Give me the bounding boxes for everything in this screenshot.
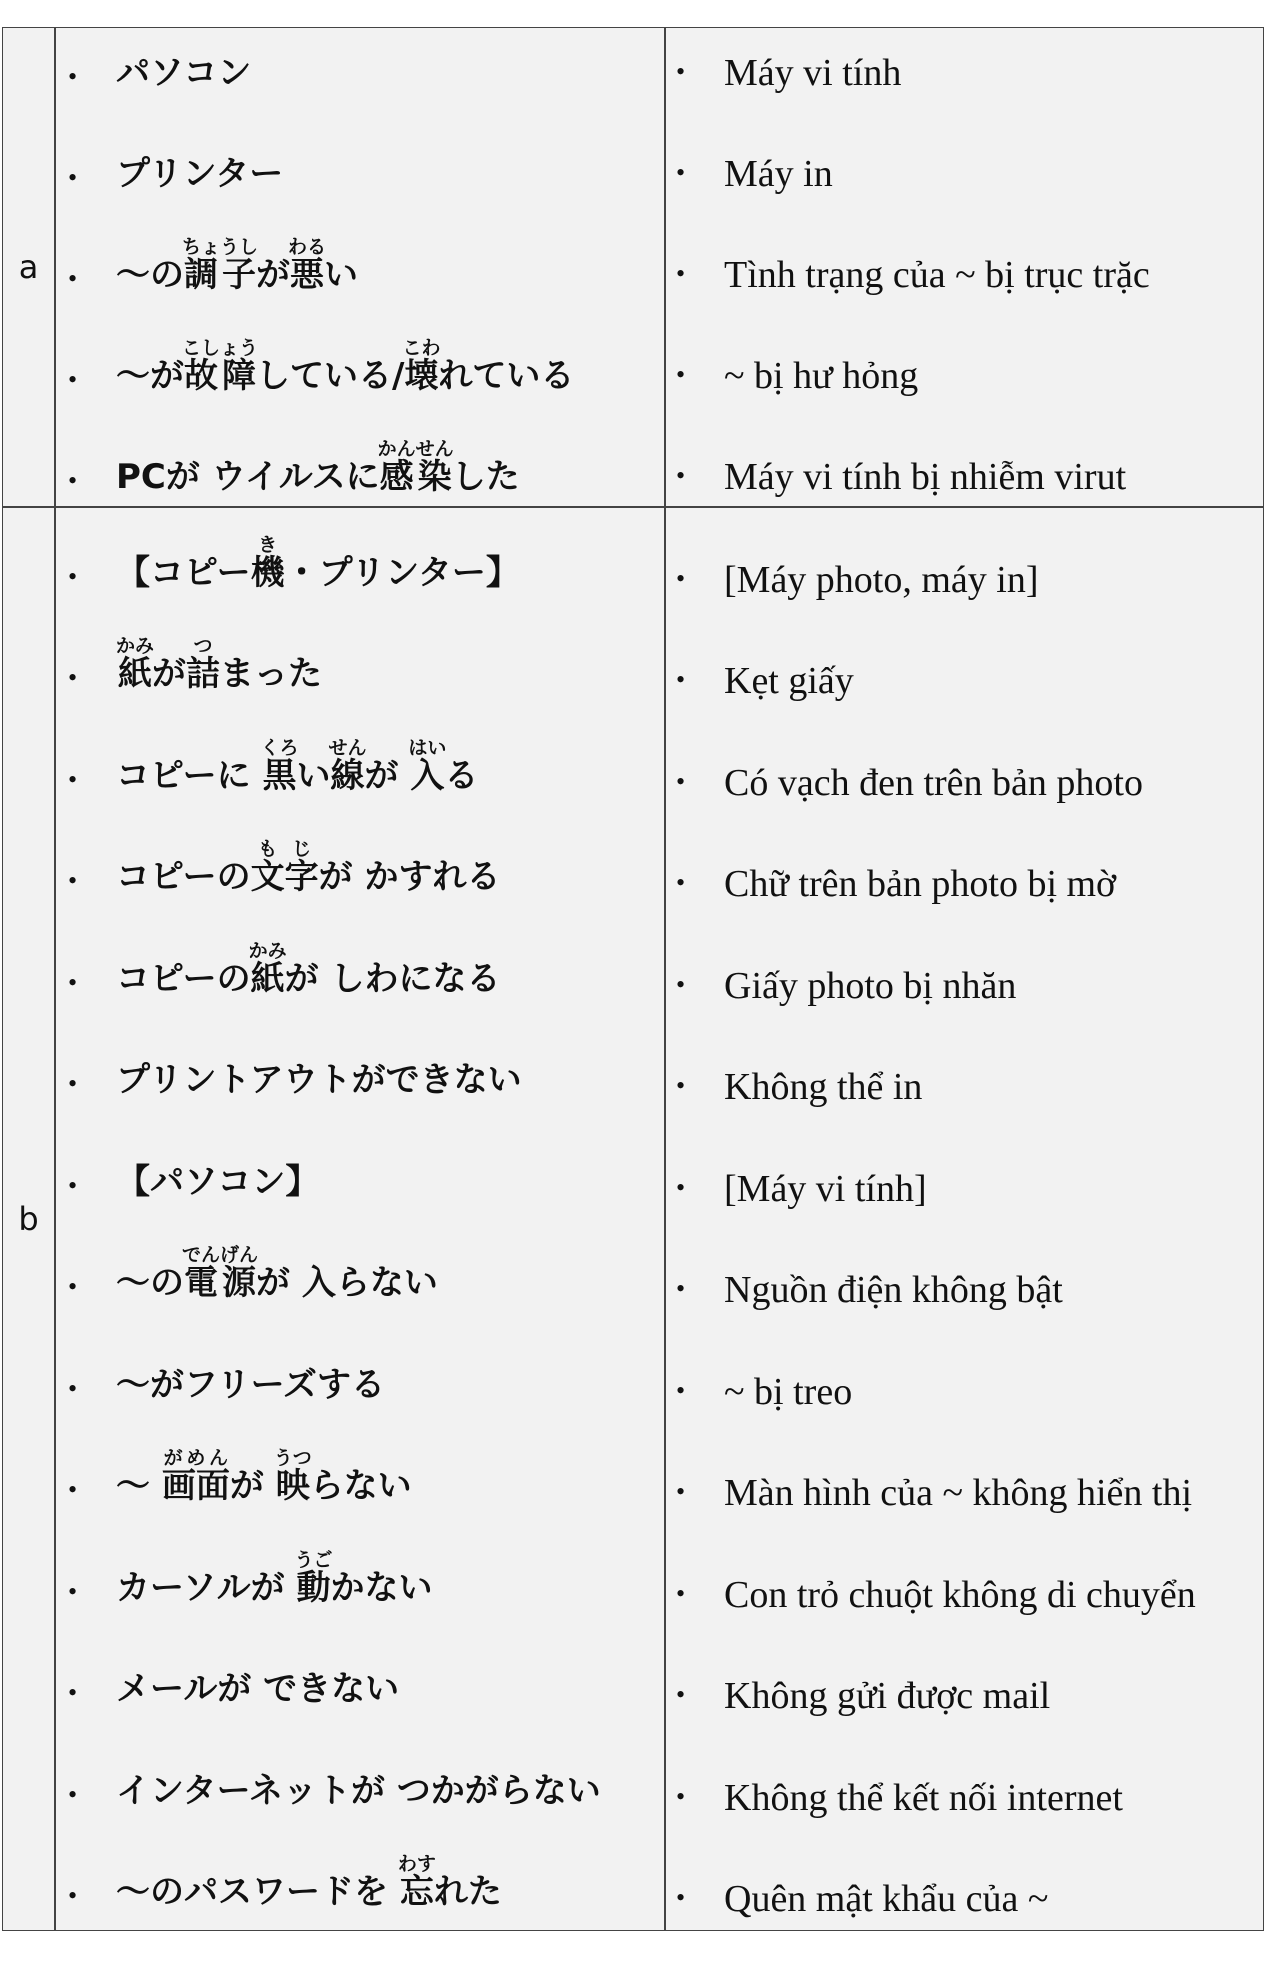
vocabulary-table [2, 27, 1264, 1931]
list-item [666, 28, 1263, 103]
bullet-icon: • [68, 264, 78, 293]
list-item-text: Quên mật khẩu của ~ [724, 1878, 1049, 1920]
bullet-icon: • [68, 967, 78, 997]
list-item-text: コピーの紙かみが しわになる [116, 939, 501, 999]
bullet-icon: • [676, 766, 686, 796]
bullet-icon: • [676, 969, 686, 999]
list-item [666, 1523, 1263, 1625]
section-label-b: b [2, 507, 55, 1931]
list-item [666, 508, 1263, 610]
bullet-icon: • [676, 259, 686, 288]
list-item [56, 813, 664, 915]
bullet-icon: • [68, 1373, 78, 1403]
bullet-icon: • [676, 868, 686, 897]
bullet-icon: • [68, 663, 78, 692]
list-item [56, 1828, 664, 1930]
list-item-text: コピーの文字もじが かすれる [116, 838, 501, 898]
list-item-text: 〜がフリーズする [116, 1364, 385, 1405]
list-item [56, 1320, 664, 1422]
list-item-text: メールが できない [116, 1669, 400, 1710]
list-item [666, 305, 1263, 406]
bullet-icon: • [68, 466, 78, 495]
list-item [56, 1726, 664, 1828]
list-item [56, 413, 664, 514]
list-item-text: Máy vi tính bị nhiễm virut [724, 456, 1127, 498]
bullet-icon: • [68, 866, 78, 895]
list-item [56, 1219, 664, 1321]
list-item-text: 〜の調子ちょうしが悪わるい [116, 236, 359, 296]
vietnamese-list-a [666, 28, 1263, 507]
list-item-text: ~ bị hư hỏng [724, 355, 919, 397]
list-item [56, 312, 664, 413]
list-item [666, 610, 1263, 712]
list-item-text: Tình trạng của ~ bị trục trặc [724, 254, 1150, 296]
list-item-text: 紙かみが詰つまった [116, 635, 322, 695]
list-item-text: Màn hình của ~ không hiển thị [724, 1472, 1193, 1514]
list-item [56, 211, 664, 312]
list-item-text: Giấy photo bị nhăn [724, 964, 1017, 1007]
list-item-text: ~ bị treo [724, 1370, 853, 1413]
list-item-text: [Máy photo, máy in] [724, 558, 1039, 601]
bullet-icon: • [676, 665, 686, 694]
bullet-icon: • [676, 1172, 686, 1202]
list-item-text: PCが ウイルスに感染かんせんした [116, 438, 520, 498]
list-item-text: 〜の電源でんげんが 入らない [116, 1244, 438, 1304]
vietnamese-column-a [665, 27, 1264, 507]
list-item-text: Không thể kết nối internet [724, 1776, 1123, 1819]
bullet-icon: • [676, 1375, 686, 1405]
vietnamese-list-b [666, 508, 1263, 1929]
bullet-icon: • [68, 764, 78, 794]
list-item [666, 204, 1263, 305]
list-item-text: パソコン [116, 53, 252, 94]
list-item [56, 1422, 664, 1524]
list-item-text: Chữ trên bản photo bị mờ [724, 863, 1117, 905]
list-item [56, 1016, 664, 1118]
list-item-text: [Máy vi tính] [724, 1167, 927, 1210]
japanese-list-b [56, 508, 664, 1929]
list-item [666, 1117, 1263, 1219]
bullet-icon: • [676, 461, 686, 490]
bullet-icon: • [676, 1680, 686, 1709]
list-item [56, 28, 664, 110]
section-label-a: a [2, 27, 55, 507]
japanese-list-a [56, 28, 664, 514]
list-item-text: Máy in [724, 153, 833, 195]
list-item [56, 508, 664, 610]
list-item-text: Có vạch đen trên bản photo [724, 761, 1143, 804]
bullet-icon: • [676, 158, 686, 187]
bullet-icon: • [68, 1475, 78, 1504]
list-item [666, 1828, 1263, 1930]
list-item-text: 【パソコン】 [116, 1161, 320, 1202]
list-item [666, 1726, 1263, 1828]
list-item-text: Máy vi tính [724, 52, 902, 94]
list-item [666, 1625, 1263, 1727]
bullet-icon: • [676, 360, 686, 389]
list-item-text: 【コピー機き・プリンター】 [116, 533, 520, 593]
bullet-icon: • [68, 62, 78, 91]
bullet-icon: • [68, 1678, 78, 1707]
list-item [666, 103, 1263, 204]
bullet-icon: • [676, 1578, 686, 1608]
bullet-icon: • [676, 563, 686, 593]
bullet-icon: • [68, 1069, 78, 1098]
list-item [56, 110, 664, 211]
vietnamese-column-b [665, 507, 1264, 1931]
list-item [56, 610, 664, 712]
list-item [56, 711, 664, 813]
list-item [56, 914, 664, 1016]
list-item-text: 〜が故障こしょうしている/壊こわれている [116, 337, 575, 397]
list-item [666, 1320, 1263, 1422]
bullet-icon: • [676, 1274, 686, 1303]
list-item-text: カーソルが 動うごかない [116, 1548, 433, 1608]
list-item [56, 1625, 664, 1727]
list-item-text: 〜のパスワードを 忘わすれた [116, 1853, 502, 1913]
bullet-icon: • [68, 1779, 78, 1809]
bullet-icon: • [68, 1881, 78, 1910]
bullet-icon: • [68, 1576, 78, 1606]
list-item-text: Con trỏ chuột không di chuyển [724, 1573, 1196, 1616]
list-item-text: Không gửi được mail [724, 1675, 1051, 1717]
list-item-text: 〜 画面がめんが 映うつらない [116, 1447, 412, 1507]
list-item [666, 1219, 1263, 1321]
list-item-text: Nguồn điện không bật [724, 1269, 1063, 1311]
japanese-column-a [55, 27, 665, 507]
list-item [56, 1117, 664, 1219]
japanese-column-b [55, 507, 665, 1931]
bullet-icon: • [68, 365, 78, 394]
list-item-text: Không thể in [724, 1066, 923, 1108]
list-item [666, 813, 1263, 915]
list-item-text: プリンター [116, 154, 284, 195]
bullet-icon: • [68, 163, 78, 192]
bullet-icon: • [676, 57, 686, 86]
bullet-icon: • [68, 1272, 78, 1301]
bullet-icon: • [676, 1781, 686, 1811]
list-item [666, 711, 1263, 813]
bullet-icon: • [676, 1883, 686, 1912]
list-item-text: プリントアウトができない [116, 1060, 522, 1101]
list-item-text: Kẹt giấy [724, 660, 854, 702]
bullet-icon: • [676, 1071, 686, 1100]
list-item [56, 1523, 664, 1625]
bullet-icon: • [68, 561, 78, 591]
list-item-text: コピーに 黒くろい線せんが 入はいる [116, 736, 479, 796]
list-item [666, 1422, 1263, 1524]
list-item [666, 914, 1263, 1016]
list-item-text: インターネットが つかがらない [116, 1770, 601, 1811]
list-item [666, 1016, 1263, 1118]
list-item [666, 406, 1263, 507]
bullet-icon: • [676, 1477, 686, 1506]
bullet-icon: • [68, 1170, 78, 1200]
